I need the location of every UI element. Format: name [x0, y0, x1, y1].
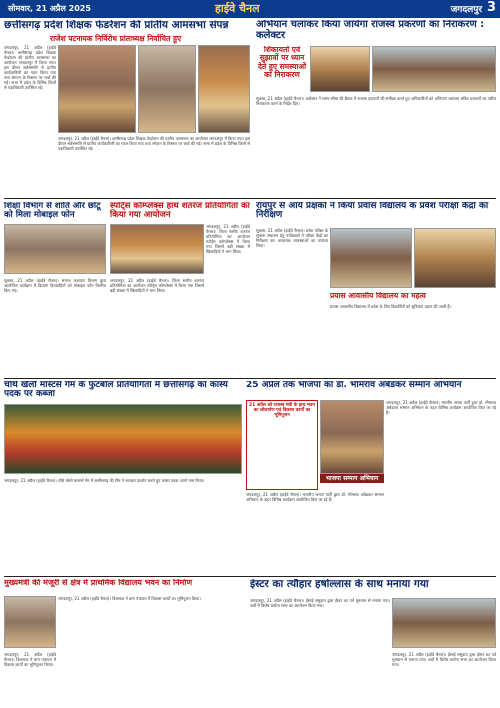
photo-caption: भाजपा सम्मान अभियान — [320, 474, 384, 483]
headline-exam-inspection: रायपुर से आये प्रेक्षकों ने किया प्रवास विद्यालय के प्रवेश परीक्षा केंद्रों का निरीक्षण — [256, 202, 489, 221]
body-school-building-cont: जगदलपुर, 21 अप्रैल (हाईवे चैनल)। विधायक ने ग्राम पंचायत में विकास कार्यों का भूमिपूजन किया। — [58, 596, 201, 601]
body-chess-right: जगदलपुर, 21 अप्रैल (हाईवे चैनल)। जिला स्तरीय शतरंज प्रतियोगिता का आयोजन स्पोर्ट्स कॉम्प्लेक्स में किया गया जिसमें बड़ी संख्या में खिलाड़ियों ने भाग लिया। — [206, 224, 250, 254]
headline-prayas-school: प्रयास आवासीय विद्यालय का महत्व — [330, 292, 426, 300]
headline-football: चौथे खेलो मास्टर्स गेम के फुटबॉल प्रतियोगिता में छत्तीसगढ़ का कांस्य पदक पर कब्जा — [4, 381, 228, 400]
headline-chess-competition: स्पोर्ट्स कॉम्प्लेक्स हाथ शतरंज प्रतियोगिता का किया गया आयोजन — [110, 202, 250, 220]
callout-revenue-cases: शिकायतों एवं सुझावों पर ध्यान देते हुए समस्याओं का निराकरण — [257, 46, 307, 79]
body-easter-cont: जगदलपुर, 21 अप्रैल (हाईवे चैनल)। ईसाई समुदाय द्वारा ईस्टर का पर्व धूमधाम से मनाया गया। चर्चों में विशेष प्रार्थना सभा का आयोजन किया गया। — [392, 652, 496, 667]
body-teachers-federation-cont: जगदलपुर, 21 अप्रैल (हाईवे चैनल)। छत्तीसगढ़ प्रदेश शिक्षक फेडरेशन की प्रांतीय आमसभा का आयोजन जगदलपुर में किया गया। इस दौरान सर्वसम्मति से प्रांतीय कार्यकारिणी का गठन किया गया तथा संगठन के विस्तार पर चर्चा की गई। सभा में प्रदेश के विभिन्न जिलों से पदाधिकारी उपस्थित रहे। — [58, 136, 250, 151]
photo-exam-centre-1 — [330, 228, 412, 288]
body-bjp-campaign-cont: जगदलपुर, 21 अप्रैल (हाईवे चैनल)। भारतीय जनता पार्टी द्वारा डॉ. भीमराव अंबेडकर सम्मान अभियान के तहत विभिन्न कार्यक्रम आयोजित किए जा रहे हैं। — [246, 492, 384, 502]
body-football: जगदलपुर, 21 अप्रैल (हाईवे चैनल)। चौथे खेलो मास्टर्स गेम में छत्तीसगढ़ की टीम ने शानदार प्रदर्शन करते हुए कांस्य पदक अपने नाम किया। — [4, 478, 205, 483]
body-bjp-campaign: जगदलपुर, 21 अप्रैल (हाईवे चैनल)। भारतीय जनता पार्टी द्वारा डॉ. भीमराव अंबेडकर सम्मान अभियान के तहत विभिन्न कार्यक्रम आयोजित किए जा रहे हैं। — [386, 400, 496, 415]
body-easter: जगदलपुर, 21 अप्रैल (हाईवे चैनल)। ईसाई समुदाय द्वारा ईस्टर का पर्व धूमधाम से मनाया गया। चर्चों में विशेष प्रार्थना सभा का आयोजन किया गया। — [250, 598, 390, 608]
masthead-bar — [0, 0, 500, 18]
headline-school-building: मुख्यमंत्री की मंजूरी से क्षेत्र में प्राथमिक विद्यालय भवन का निर्माण — [4, 579, 193, 587]
divider-middle — [4, 378, 496, 379]
headline-revenue-cases: अभियान चलाकर किया जायेगा राजस्व प्रकरणों का निराकरण : कलेक्टर — [256, 20, 485, 41]
photo-exam-centre-2 — [414, 228, 496, 288]
photo-football-team — [4, 404, 242, 474]
section-title: हाईवे चैनल — [215, 2, 260, 15]
photo-collector-meeting — [310, 46, 370, 92]
body-mobile-phones: सुकमा, 21 अप्रैल (हाईवे चैनल)। समाज कल्याण विभाग द्वारा आयोजित कार्यक्रम में दिव्यांग हितग्राहियों को मोबाइल फोन वितरित किए गए। — [4, 278, 106, 293]
body-chess-competition: जगदलपुर, 21 अप्रैल (हाईवे चैनल)। जिला स्तरीय शतरंज प्रतियोगिता का आयोजन स्पोर्ट्स कॉम्प्लेक्स में किया गया जिसमें बड़ी संख्या में खिलाड़ियों ने भाग लिया। — [110, 278, 204, 293]
photo-mobile-distribution — [4, 224, 106, 274]
photo-teachers-group-2 — [138, 45, 196, 133]
body-revenue-cases: सुकमा, 21 अप्रैल (हाईवे चैनल)। कलेक्टर ने समय-सीमा की बैठक में राजस्व प्रकरणों की समीक्षा करते हुए अधिकारियों को अभियान चलाकर लंबित प्रकरणों का त्वरित निराकरण करने के निर्देश दिए। — [256, 96, 496, 106]
headline-bjp-campaign: 25 अप्रैल तक भाजपा का डा. भीमराव अंबेडकर सम्मान अभियान — [246, 381, 462, 390]
photo-bhoomipujan — [4, 596, 56, 648]
body-school-building: जगदलपुर, 21 अप्रैल (हाईवे चैनल)। विधायक ने ग्राम पंचायत में विकास कार्यों का भूमिपूजन किया। — [4, 652, 56, 667]
photo-bjp-meeting — [320, 400, 384, 474]
headline-teachers-federation: छत्तीसगढ़ प्रदेश शिक्षक फेडरेशन की प्रांतीय आमसभा संपन्न — [4, 20, 229, 31]
photo-teachers-group-3 — [198, 45, 250, 133]
advert-box — [246, 400, 318, 490]
edition-name: जगदलपुर — [450, 5, 482, 15]
photo-chess-players — [110, 224, 204, 274]
headline-mobile-phones: शिक्षा विभाग से शांति और छोटू को मिला मोबाइल फोन — [4, 202, 101, 220]
photo-meeting-hall — [372, 46, 496, 92]
page-number: 3 — [486, 0, 496, 15]
headline-easter: ईस्टर का त्यौहार हर्षोल्लास के साथ मनाया गया — [250, 579, 429, 590]
issue-date: सोमवार, 21 अप्रैल 2025 — [8, 4, 91, 13]
photo-teachers-group-1 — [58, 45, 136, 133]
divider-bottom — [4, 576, 496, 577]
divider-top — [4, 198, 496, 199]
subhead-teachers-federation: राजेश पटनायक निर्विरोध प्रांताध्यक्ष निर्वाचित हुए — [50, 34, 182, 43]
advert-text: 21 अप्रैल को राजस्व मंत्री के हाथ भवन का लोकार्पण एवं विकास कार्यों का भूमिपूजन — [249, 403, 315, 419]
body-prayas-school: प्रयास आवासीय विद्यालय में प्रवेश के लिए विद्यार्थियों को सुविधाएं प्रदान की जाती हैं। — [330, 304, 452, 309]
photo-easter-church — [392, 598, 496, 648]
body-exam-inspection: सुकमा, 21 अप्रैल (हाईवे चैनल)। प्रवेश परीक्षा के सुचारू संचालन हेतु पर्यवेक्षकों ने परीक्षा केंद्रों का निरीक्षण कर आवश्यक व्यवस्थाओं का जायजा लिया। — [256, 228, 328, 248]
body-teachers-federation: जगदलपुर, 21 अप्रैल (हाईवे चैनल)। छत्तीसगढ़ प्रदेश शिक्षक फेडरेशन की प्रांतीय आमसभा का आयोजन जगदलपुर में किया गया। इस दौरान सर्वसम्मति से प्रांतीय कार्यकारिणी का गठन किया गया तथा संगठन के विस्तार पर चर्चा की गई। सभा में प्रदेश के विभिन्न जिलों से पदाधिकारी उपस्थित रहे। — [4, 45, 56, 90]
